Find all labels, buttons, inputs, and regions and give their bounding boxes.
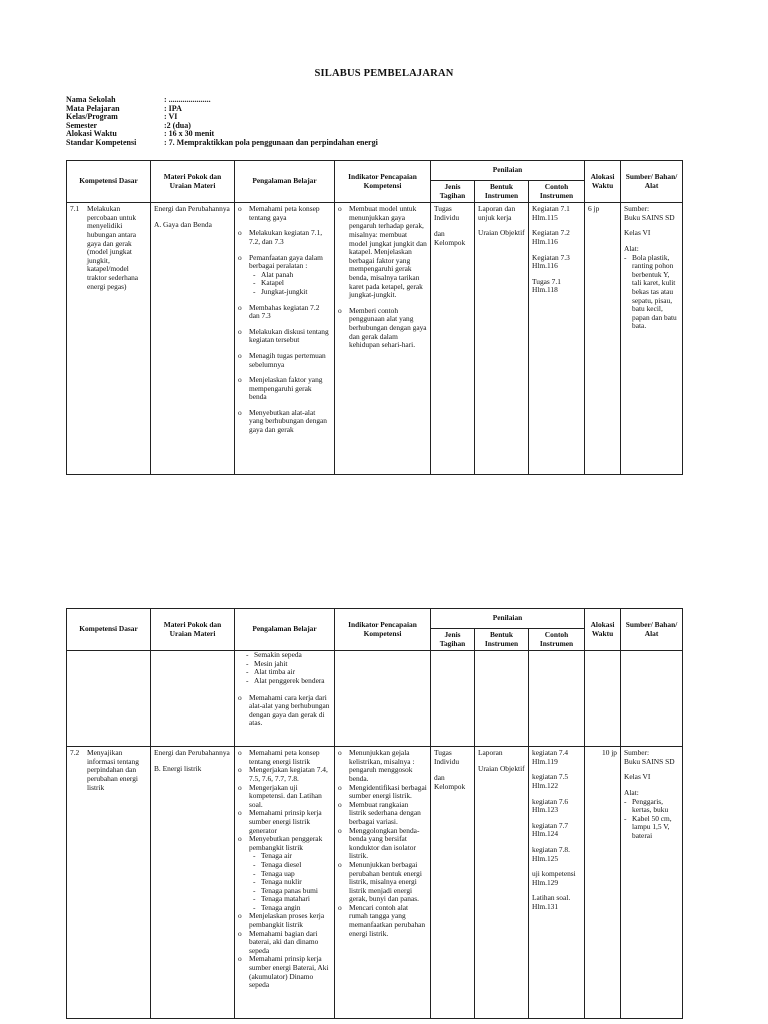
contoh-text: kegiatan 7.4 Hlm.119 [532,748,569,766]
pengalaman-subitem: - Mesin jahit [246,660,331,669]
sumber-text: Buku SAINS SD [624,756,675,766]
contoh-text: Tugas 7.1 Hlm.118 [532,276,561,295]
cell-sumber-empty [621,651,683,747]
sumber-text: Alat: [624,243,639,253]
bentuk-text: Laporan [478,748,503,758]
pengalaman-item: o Membahas kegiatan 7.2 dan 7.3 [238,304,331,321]
header-materi: Materi Pokok dan Uraian Materi [151,161,235,203]
identitas-block [66,96,378,148]
pengalaman-subitem: - Tenaga matahari [253,895,331,904]
cell-jenis [431,203,475,475]
cell-indikator [335,203,431,475]
header-indikator: Indikator Pencapaian Kompetensi [335,609,431,651]
contoh-text: kegiatan 7.5 Hlm.122 [532,772,569,790]
jenis-text: dan Kelompok [434,229,466,247]
kd-text: Menyajikan informasi tentang perpindahan dan perubahan energi listrik [87,748,139,792]
identitas-value: :2 (dua) [164,120,191,130]
contoh-text: Kegiatan 7.2 Hlm.116 [532,228,570,246]
cell-alokasi: 6 jp [585,203,621,475]
materi-item: Energi dan Perubahannya [154,748,230,758]
kd-number: 7.1 [70,204,80,214]
identitas-row [66,139,378,148]
indikator-item: o Membuat model untuk menunjukkan gaya pengaruh terhadap gerak, misalnya: membuat model jungkat jungkit dan katapel. Menjelaskan berbagai faktor yang mempengaruhi gerak benda, misalnya tarikan karet pada ketapel, gerak jungkat-jungkit. [338,205,427,300]
sumber-text: Kelas VI [624,228,651,238]
header-contoh: Contoh Instrumen [529,629,585,651]
cell-kd [67,747,151,1019]
contoh-text: kegiatan 7.8. Hlm.125 [532,844,570,863]
pengalaman-item: o Menyebutkan alat-alat yang berhubungan dengan gaya dan gerak [238,409,331,435]
header-bentuk: Bentuk Instrumen [475,629,529,651]
header-pengalaman: Pengalaman Belajar [235,609,335,651]
pengalaman-item: o Pemanfaatan gaya dalam berbagai peralatan : - Alat panah - Katapel - Jungkat-jungkit [238,254,331,297]
sumber-text: Sumber: [624,204,650,214]
sumber-alat-item: - Penggaris, kertas, buku [624,798,679,815]
indikator-item: o Mencari contoh alat rumah tangga yang memanfaatkan perubahan energi listrik. [338,904,427,938]
cell-bentuk-empty [475,651,529,747]
cell-bentuk [475,203,529,475]
contoh-text: kegiatan 7.6 Hlm.123 [532,796,569,815]
pengalaman-item: o Menagih tugas pertemuan sebelumnya [238,352,331,369]
materi-item: A. Gaya dan Benda [154,219,212,229]
pengalaman-subitem: - Jungkat-jungkit [253,288,331,297]
sumber-text: Kelas VI [624,772,651,782]
pengalaman-subitem: - Tenaga uap [253,870,331,879]
cell-pengalaman-continued [235,651,335,747]
cell-sumber [621,747,683,1019]
header-penilaian: Penilaian [431,609,585,629]
indikator-item: o Menunjukkan gejala kelistrikan, misalnya : pengaruh menggosok benda. [338,749,427,783]
bentuk-text: Uraian Objektif [478,228,525,238]
sumber-text: Sumber: [624,748,650,758]
header-indikator: Indikator Pencapaian Kompetensi [335,161,431,203]
indikator-item: o Memberi contoh penggunaan alat yang berhubungan dengan gaya dan gerak dalam kehidupan sehari-hari. [338,307,427,350]
cell-sumber [621,203,683,475]
jenis-text: Tugas Individu [434,204,460,222]
bentuk-text: Laporan dan unjuk kerja [478,204,516,222]
header-materi: Materi Pokok dan Uraian Materi [151,609,235,651]
pengalaman-subitem: - Tenaga panas bumi [253,887,331,896]
pengalaman-subitem: - Tenaga air [253,852,331,861]
cell-materi-empty [151,651,235,747]
header-kompetensi-dasar: Kompetensi Dasar [67,609,151,651]
pengalaman-item: o Menjelaskan proses kerja pembangkit listrik [238,912,331,929]
cell-kd [67,203,151,475]
bentuk-text: Uraian Objektif [478,763,525,773]
header-pengalaman: Pengalaman Belajar [235,161,335,203]
pengalaman-subitem: - Katapel [253,279,331,288]
pengalaman-item: o Menjelaskan faktor yang mempengaruhi gerak benda [238,376,331,402]
header-alokasi: Alokasi Waktu [585,609,621,651]
indikator-item: o Menunjukkan berbagai perubahan bentuk energi listrik, misalnya energi listrik menjadi energi gerak, bunyi dan panas. [338,861,427,904]
sumber-text: Buku SAINS SD [624,212,675,222]
header-sumber: Sumber/ Bahan/ Alat [621,609,683,651]
header-sumber: Sumber/ Bahan/ Alat [621,161,683,203]
jenis-text: Tugas Individu [434,748,460,766]
cell-contoh-empty [529,651,585,747]
contoh-text: Kegiatan 7.3 Hlm.116 [532,252,570,271]
identitas-label: Alokasi Waktu [66,129,117,139]
identitas-value: : ..................... [164,95,211,104]
pengalaman-item: o Memahami peta konsep tentang energi listrik [238,749,331,766]
header-contoh: Contoh Instrumen [529,181,585,203]
identitas-label: Nama Sekolah [66,95,116,104]
pengalaman-item: o Memahami prinsip kerja sumber energi Baterai, Aki (akumulator) Dinamo sepeda [238,955,331,989]
identitas-value: : 16 x 30 menit [164,129,215,139]
identitas-label: Mata Pelajaran [66,103,120,113]
header-kompetensi-dasar: Kompetensi Dasar [67,161,151,203]
cell-pengalaman [235,203,335,475]
cell-materi [151,747,235,1019]
pengalaman-item: o Memahami cara kerja dari alat-alat yang berhubungan dengan gaya dan gerak di atas. [238,694,331,728]
header-jenis: Jenis Tagihan [431,629,475,651]
pengalaman-item: o Mengerjakan uji kompetensi. dan Latihan soal. [238,784,331,810]
pengalaman-subitem: - Alat panah [253,271,331,280]
contoh-text: uji kompetensi Hlm.129 [532,869,576,887]
cell-jenis-empty [431,651,475,747]
pengalaman-item: o Menyebutkan penggerak pembangkit listrik - Tenaga air - Tenaga diesel - Tenaga uap - Tenaga nuklir - Tenaga panas bumi - Tenaga matahari - Tenaga angin [238,835,331,912]
header-penilaian: Penilaian [431,161,585,181]
header-alokasi: Alokasi Waktu [585,161,621,203]
pengalaman-item: o Melakukan kegiatan 7.1, 7.2, dan 7.3 [238,229,331,246]
header-jenis: Jenis Tagihan [431,181,475,203]
pengalaman-item: o Memahami bagian dari baterai, aki dan dinamo sepeda [238,930,331,956]
silabus-table-page-2 [66,608,683,1019]
contoh-text: Kegiatan 7.1 Hlm.115 [532,204,570,222]
header-bentuk: Bentuk Instrumen [475,181,529,203]
pengalaman-item: o Memahami prinsip kerja sumber energi listrik generator [238,809,331,835]
identitas-value: : IPA [164,103,182,113]
pengalaman-subitem: - Semakin sepeda [246,651,331,660]
contoh-text: Latihan soal. Hlm.131 [532,893,571,911]
silabus-table-page-1 [66,160,683,475]
identitas-label: Semester [66,120,98,130]
pengalaman-subitem: - Alat penggerek bendera [246,677,331,686]
jenis-text: dan Kelompok [434,773,466,791]
pengalaman-subitem: - Tenaga nuklir [253,878,331,887]
pengalaman-subitem: - Tenaga diesel [253,861,331,870]
cell-materi [151,203,235,475]
indikator-item: o Menggolongkan benda-benda yang bersifat konduktor dan isolator listrik. [338,827,427,861]
cell-pengalaman [235,747,335,1019]
identitas-label: Kelas/Program [66,112,118,122]
cell-jenis [431,747,475,1019]
cell-alokasi: 10 jp [585,747,621,1019]
sumber-text: Alat: [624,787,639,797]
cell-bentuk [475,747,529,1019]
identitas-label: Standar Kompetensi [66,137,137,147]
cell-contoh [529,747,585,1019]
pengalaman-item: o Melakukan diskusi tentang kegiatan tersebut [238,328,331,345]
identitas-value: : 7. Mempraktikkan pola penggunaan dan perpindahan energi [164,137,378,147]
pengalaman-subitem: - Tenaga angin [253,904,331,913]
identitas-value: : VI [164,112,178,122]
identitas-row [66,113,378,122]
cell-kd-empty [67,651,151,747]
materi-item: Energi dan Perubahannya [154,204,230,214]
kd-text: Melakukan percobaan untuk menyelidiki hubungan antara gaya dan gerak (model jungkat jungkit, katapel/model traktor sederhana energi pegas) [87,204,139,291]
materi-item: B. Energi listrik [154,763,202,773]
pengalaman-subitem: - Alat timba air [246,668,331,677]
sumber-alat-item: - Bola plastik, ranting pohon berbentuk Y, tali karet, kulit bekas tas atau sepatu, pisau, batu kecil, papan dan batu bata. [624,254,679,331]
cell-indikator-empty [335,651,431,747]
document-title: SILABUS PEMBELAJARAN [314,68,454,79]
sumber-alat-item: - Kabel 50 cm, lampu 1,5 V, baterai [624,815,679,841]
indikator-item: o Mengidentifikasi berbagai sumber energi listrik. [338,784,427,801]
cell-alokasi-empty [585,651,621,747]
indikator-item: o Membuat rangkaian listrik sederhana dengan berbagai variasi. [338,801,427,827]
pengalaman-item: o Memahami peta konsep tentang gaya [238,205,331,222]
contoh-text: kegiatan 7.7 Hlm.124 [532,820,569,839]
cell-contoh [529,203,585,475]
cell-indikator [335,747,431,1019]
pengalaman-item: o Mengerjakan kegiatan 7.4, 7.5, 7.6, 7.7, 7.8. [238,766,331,783]
kd-number: 7.2 [70,748,80,758]
